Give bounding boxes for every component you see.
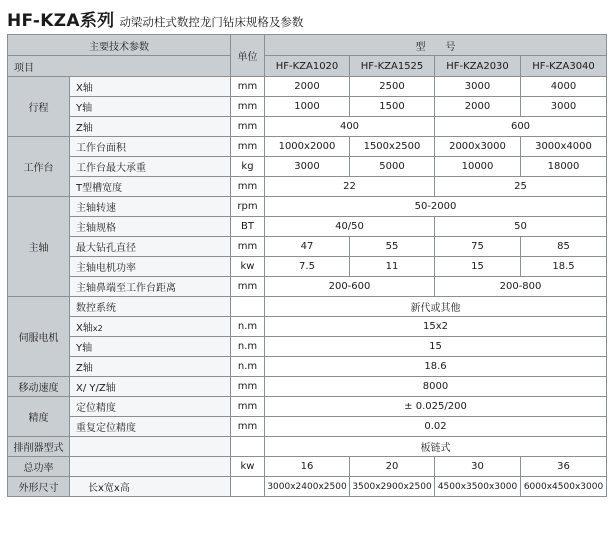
spec-table xyxy=(7,34,607,497)
param-name: 工作台面积 xyxy=(70,137,231,157)
param-name: T型槽宽度 xyxy=(70,177,231,197)
cell-value: 15 xyxy=(265,337,607,357)
cell-value: 16 xyxy=(265,457,350,477)
param-name-text: X轴 xyxy=(76,323,93,334)
cell-value: 1500x2500 xyxy=(350,137,435,157)
cell-value: 3000 xyxy=(265,157,350,177)
param-name: 定位精度 xyxy=(70,397,231,417)
series-name: HF-KZA系列 xyxy=(7,11,115,31)
cell-value: 2500 xyxy=(350,77,435,97)
cell-value: 3500x2900x2500 xyxy=(350,477,435,497)
cell-value: 47 xyxy=(265,237,350,257)
page-title xyxy=(7,6,303,30)
cell-value: 20 xyxy=(350,457,435,477)
cell-value: 55 xyxy=(350,237,435,257)
param-unit: mm xyxy=(231,377,265,397)
param-unit: kg xyxy=(231,157,265,177)
header-params: 主要技术参数 xyxy=(8,35,231,56)
cell-value: 30 xyxy=(435,457,521,477)
param-name xyxy=(70,317,231,337)
group-label: 主轴 xyxy=(8,197,70,297)
cell-value: 36 xyxy=(521,457,607,477)
model-name: HF-KZA2030 xyxy=(435,56,521,77)
param-name: Y轴 xyxy=(70,97,231,117)
param-name: 长x宽x高 xyxy=(70,477,231,497)
param-name: X轴 xyxy=(70,77,231,97)
param-unit: n.m xyxy=(231,337,265,357)
header-item: 项目 xyxy=(8,56,231,77)
param-name: Y轴 xyxy=(70,337,231,357)
cell-value: 2000x3000 xyxy=(435,137,521,157)
cell-value: 1000 xyxy=(265,97,350,117)
param-name: Z轴 xyxy=(70,117,231,137)
cell-value: 400 xyxy=(265,117,435,137)
param-name xyxy=(70,437,231,457)
param-name: 主轴转速 xyxy=(70,197,231,217)
param-unit: mm xyxy=(231,397,265,417)
param-unit: mm xyxy=(231,177,265,197)
param-unit: mm xyxy=(231,97,265,117)
param-unit xyxy=(231,437,265,457)
group-label: 外形尺寸 xyxy=(8,477,70,497)
param-name: Z轴 xyxy=(70,357,231,377)
cell-value: 25 xyxy=(435,177,607,197)
cell-value: 50-2000 xyxy=(265,197,607,217)
cell-value: 1000x2000 xyxy=(265,137,350,157)
param-unit: rpm xyxy=(231,197,265,217)
cell-value: 4500x3500x3000 xyxy=(435,477,521,497)
cell-value: 3000 xyxy=(521,97,607,117)
param-name: 最大钻孔直径 xyxy=(70,237,231,257)
model-name: HF-KZA1525 xyxy=(350,56,435,77)
cell-value: 8000 xyxy=(265,377,607,397)
header-model: 型 号 xyxy=(265,35,607,56)
cell-value: 11 xyxy=(350,257,435,277)
param-unit: n.m xyxy=(231,317,265,337)
param-unit: mm xyxy=(231,277,265,297)
param-name: 数控系统 xyxy=(70,297,231,317)
cell-value: 18000 xyxy=(521,157,607,177)
cell-value: 1500 xyxy=(350,97,435,117)
group-label: 移动速度 xyxy=(8,377,70,397)
header-unit: 单位 xyxy=(231,35,265,77)
cell-value: 7.5 xyxy=(265,257,350,277)
param-name: 工作台最大承重 xyxy=(70,157,231,177)
cell-value: 6000x4500x3000 xyxy=(521,477,607,497)
cell-value: 0.02 xyxy=(265,417,607,437)
title-subtitle: 动梁动柱式数控龙门钻床规格及参数 xyxy=(119,15,304,29)
param-unit xyxy=(231,477,265,497)
cell-value: 2000 xyxy=(435,97,521,117)
cell-value: 600 xyxy=(435,117,607,137)
cell-value: ± 0.025/200 xyxy=(265,397,607,417)
cell-value: 板链式 xyxy=(265,437,607,457)
cell-value: 5000 xyxy=(350,157,435,177)
cell-value: 18.6 xyxy=(265,357,607,377)
cell-value: 4000 xyxy=(521,77,607,97)
param-name: 重复定位精度 xyxy=(70,417,231,437)
cell-value: 18.5 xyxy=(521,257,607,277)
param-unit: n.m xyxy=(231,357,265,377)
cell-value: 15x2 xyxy=(265,317,607,337)
param-unit: kw xyxy=(231,457,265,477)
param-name: 主轴电机功率 xyxy=(70,257,231,277)
group-label: 行程 xyxy=(8,77,70,137)
cell-value: 85 xyxy=(521,237,607,257)
param-unit: mm xyxy=(231,137,265,157)
model-name: HF-KZA3040 xyxy=(521,56,607,77)
param-unit: mm xyxy=(231,237,265,257)
param-unit xyxy=(231,297,265,317)
group-label: 排削器型式 xyxy=(8,437,70,457)
param-unit: mm xyxy=(231,77,265,97)
cell-value: 15 xyxy=(435,257,521,277)
cell-value: 75 xyxy=(435,237,521,257)
cell-value: 3000 xyxy=(435,77,521,97)
group-label: 伺服电机 xyxy=(8,297,70,377)
param-name-suffix: x2 xyxy=(92,324,103,333)
cell-value: 2000 xyxy=(265,77,350,97)
param-name: 主轴规格 xyxy=(70,217,231,237)
param-unit: kw xyxy=(231,257,265,277)
group-label: 精度 xyxy=(8,397,70,437)
param-name: 主轴鼻端至工作台距离 xyxy=(70,277,231,297)
cell-value: 40/50 xyxy=(265,217,435,237)
param-unit: mm xyxy=(231,117,265,137)
cell-value: 10000 xyxy=(435,157,521,177)
group-label: 总功率 xyxy=(8,457,70,477)
cell-value: 200-800 xyxy=(435,277,607,297)
cell-value: 3000x4000 xyxy=(521,137,607,157)
cell-value: 新代或其他 xyxy=(265,297,607,317)
cell-value: 3000x2400x2500 xyxy=(265,477,350,497)
group-label: 工作台 xyxy=(8,137,70,197)
model-name: HF-KZA1020 xyxy=(265,56,350,77)
cell-value: 50 xyxy=(435,217,607,237)
param-unit: BT xyxy=(231,217,265,237)
param-unit: mm xyxy=(231,417,265,437)
param-name: X/ Y/Z轴 xyxy=(70,377,231,397)
cell-value: 200-600 xyxy=(265,277,435,297)
cell-value: 22 xyxy=(265,177,435,197)
param-name xyxy=(70,457,231,477)
